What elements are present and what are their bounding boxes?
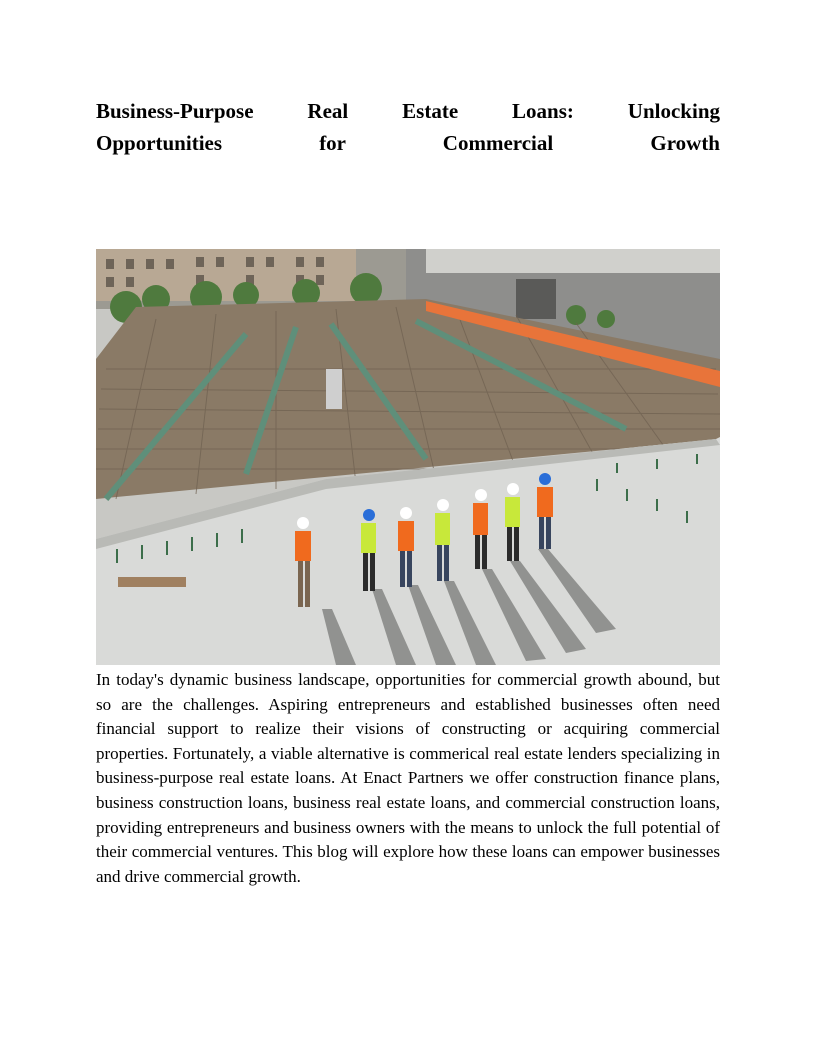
page-title (96, 95, 720, 159)
page-title-line-1: Business-Purpose Real Estate Loans: Unlocking (96, 99, 720, 123)
station-roof (426, 249, 720, 273)
intro-paragraph: In today's dynamic business landscape, opportunities for commercial growth abound, but so are the challenges. Aspiring entrepreneurs and established businesses often need financial support to realize their visions of constructing or acquiring commercial properties. Fortunately, a viable alternative is commerical real estate lenders specializing in business-purpose real estate loans. At Enact Partners we offer construction finance plans, business construction loans, business real estate loans, and commercial construction loans, providing entrepreneurs and business owners with the means to unlock the full potential of their commercial ventures. This blog will explore how these loans can empower businesses and drive commercial growth. (96, 670, 720, 886)
construction-site-photo (96, 249, 720, 665)
construction-site-illustration (96, 249, 720, 665)
equipment-cart (326, 369, 342, 409)
station-entrance (516, 279, 556, 319)
wooden-plank (118, 577, 186, 587)
page-title-line-2: Opportunities for Commercial Growth (96, 131, 720, 155)
